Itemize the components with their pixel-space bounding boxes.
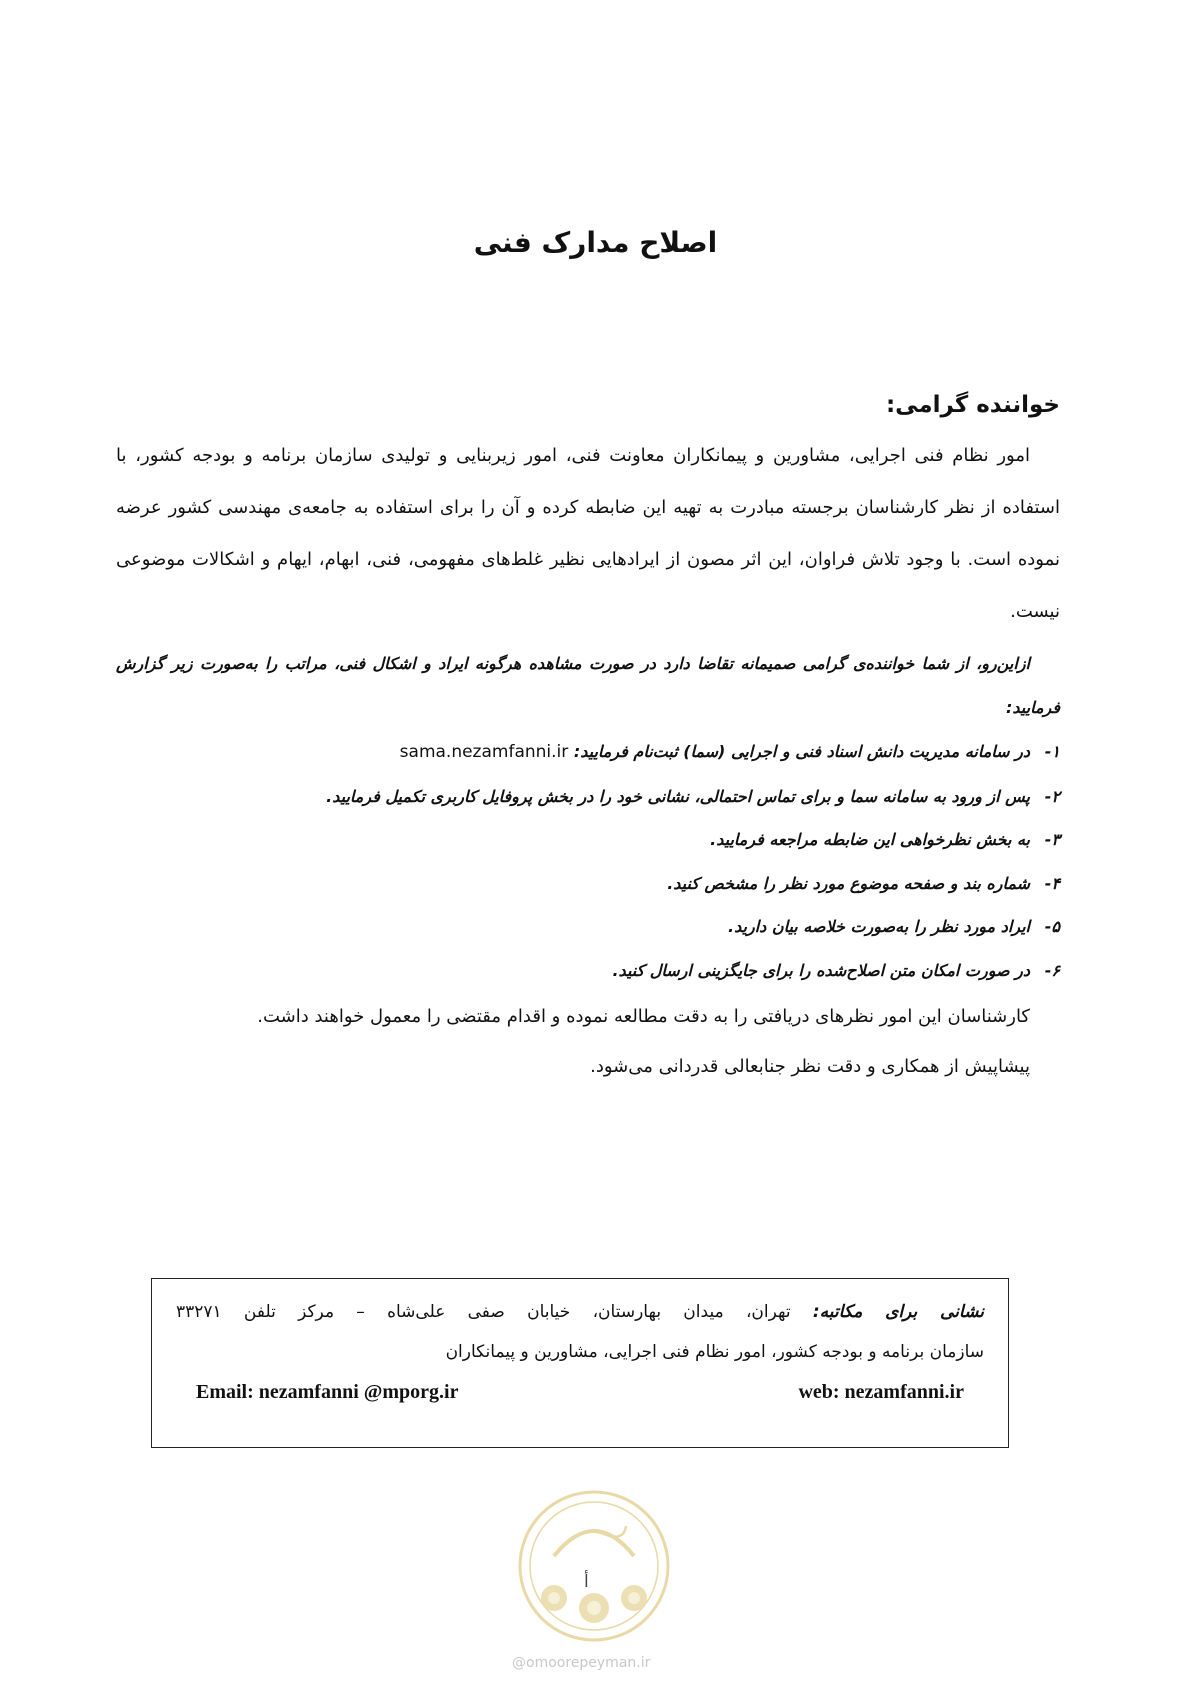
step-number: ۶-: [1044, 960, 1060, 980]
step-number: ۵-: [1044, 917, 1060, 936]
sama-link[interactable]: sama.nezamfanni.ir: [399, 742, 569, 762]
step-text: در سامانه مدیریت دانش اسناد فنی و اجرایی (سما) ثبت‌نام فرمایید: sama.nezamfanni.ir: [399, 742, 1030, 762]
organization-line: سازمان برنامه و بودجه کشور، امور نظام فنی اجرایی، مشاورین و پیمانکاران: [445, 1342, 984, 1362]
closing-line: پیشاپیش از همکاری و دقت نظر جنابعالی قدردانی می‌شود.: [590, 1056, 1030, 1077]
step-number: ۲-: [1044, 786, 1060, 806]
page-title: اصلاح مدارک فنی: [473, 226, 718, 259]
greeting: خواننده گرامی:: [885, 392, 1060, 418]
intro-paragraph: امور نظام فنی اجرایی، مشاورین و پیمانکاران معاونت فنی، امور زیربنایی و تولیدی سازمان برنامه و بودجه کشور، با استفاده از نظر کارشناسان برجسته مبادرت به تهیه این ضابطه کرده و آن را برای استفاده به جامعه‌ی مهندسی کشور عرضه نموده است. با وجود تلاش فراوان، این اثر مصون از ایرادهایی نظیر غلط‌های مفهومی، فنی، ابهام، ایهام و اشکالات موضوعی نیست.: [116, 445, 1060, 622]
address-line: [176, 1293, 984, 1331]
list-item: [116, 818, 1060, 862]
request-paragraph: ازاین‌رو، از شما خواننده‌ی گرامی صمیمانه تقاضا دارد در صورت مشاهده هرگونه ایراد و اشکال فنی، مراتب را به‌صورت زیر گزارش فرمایید:: [116, 654, 1060, 717]
contact-box: [151, 1278, 1009, 1448]
address-text: تهران، میدان بهارستان، خیابان صفی علی‌شاه – مرکز تلفن ۳۳۲۷۱: [176, 1302, 791, 1322]
web-link[interactable]: web: nezamfanni.ir: [798, 1381, 964, 1403]
step-text: در صورت امکان متن اصلاح‌شده را برای جایگزینی ارسال کنید.: [612, 960, 1030, 980]
address-label: نشانی برای مکاتبه:: [812, 1302, 985, 1322]
steps-list: [116, 730, 1060, 992]
step-number: ۳-: [1044, 830, 1060, 849]
page-number: أ: [584, 1572, 589, 1592]
list-item: [116, 905, 1060, 949]
list-item: [116, 730, 1060, 775]
step-number: ۱-: [1044, 742, 1060, 761]
watermark-text: @omoorepeyman.ir: [512, 1655, 651, 1671]
step-number: ۴-: [1044, 873, 1060, 893]
list-item: [116, 949, 1060, 993]
body-block: [116, 392, 1060, 1092]
step-text: ایراد مورد نظر را به‌صورت خلاصه بیان دارید.: [728, 917, 1030, 936]
contact-links: [196, 1381, 964, 1404]
list-item: [116, 775, 1060, 819]
closing-line: کارشناسان این امور نظرهای دریافتی را به دقت مطالعه نموده و اقدام مقتضی را معمول خواهند داشت.: [257, 1006, 1030, 1027]
list-item: [116, 862, 1060, 906]
seal-watermark-icon: [514, 1486, 674, 1646]
step-text: به بخش نظرخواهی این ضابطه مراجعه فرمایید.: [710, 830, 1030, 849]
email-link[interactable]: Email: nezamfanni @mporg.ir: [196, 1381, 459, 1403]
step-text: شماره بند و صفحه موضوع مورد نظر را مشخص کنید.: [667, 873, 1030, 893]
step-text: پس از ورود به سامانه سما و برای تماس احتمالی، نشانی خود را در بخش پروفایل کاربری تکمیل فرمایید.: [326, 786, 1030, 806]
